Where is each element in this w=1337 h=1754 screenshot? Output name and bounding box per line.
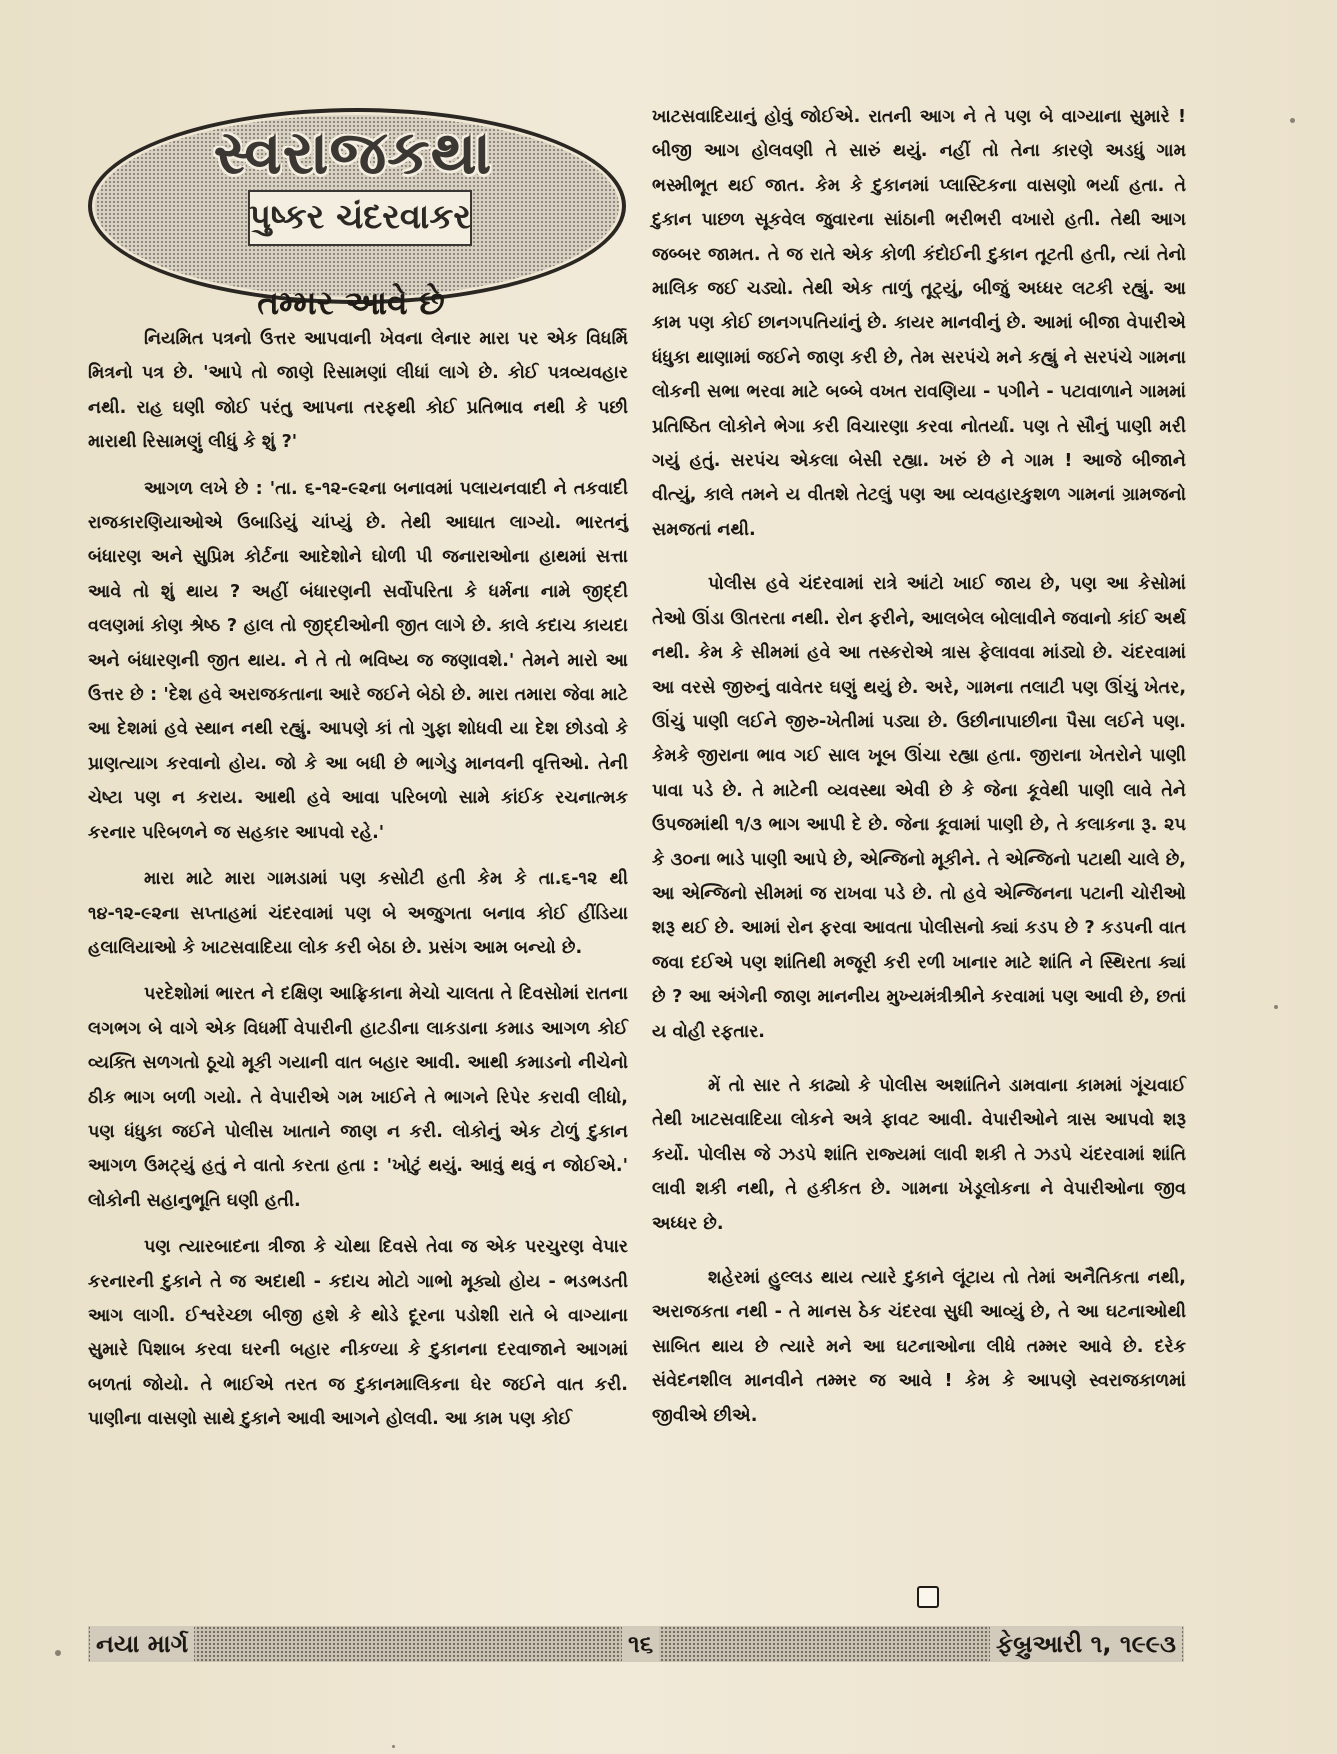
paragraph: પરદેશોમાં ભારત ને દક્ષિણ આફ્રિકાના મેચો ચાલતા તે દિવસોમાં રાતના લગભગ બે વાગે એક વિધર્મી વેપારીની હાટડીના લાકડાના કમાડ આગળ કોઈ વ્યક્તિ સળગતો ઠૂચો મૂકી ગયાની વાત બહાર આવી. આથી કમાડનો નીચેનો ઠીક ભાગ બળી ગયો. તે વેપારીએ ગમ ખાઈને તે ભાગને રિપેર કરાવી લીધો, પણ ધંધુકા જઈને પોલીસ ખાતાને જાણ ન કરી. લોકોનું એક ટોળું દુકાન આગળ ઉમટ્યું હતું ને વાતો કરતા હતા : 'ખોટું થયું. આવું થવું ન જોઈએ.' લોકોની સહાનુભૂતિ ઘણી હતી. bbox=[88, 984, 628, 1211]
author-name: પુષ્કર ચંદરવાકર bbox=[249, 197, 471, 237]
paragraph: શહેરમાં હુલ્લડ થાય ત્યારે દુકાને લૂંટાય તો તેમાં અનૈતિકતા નથી, અરાજકતા નથી - તે માનસ ઠેક ચંદરવા સુધી આવ્યું છે, તે આ ઘટનાઓથી સાબિત થાય છે ત્યારે મને આ ઘટનાઓના લીધે તમ્મર આવે છે. દરેક સંવેદનશીલ માનવીને તમ્મર જ આવે ! કેમ કે આપણે સ્વરાજકાળમાં જીવીએ છીએ. bbox=[652, 1268, 1186, 1426]
paragraph: આગળ લખે છે : 'તા. ૬-૧૨-૯૨ના બનાવમાં પલાયનવાદી ને તકવાદી રાજકારણિયાઓએ ઉબાડિયું ચાંપ્યું છે. તેથી આઘાત લાગ્યો. ભારતનું બંધારણ અને સુપ્રિમ કોર્ટના આદેશોને ઘોળી પી જનારાઓના હાથમાં સત્તા આવે તો શું થાય ? અહીં બંધારણની સર્વોપરિતા કે ધર્મના નામે જીદ્દી વલણમાં કોણ શ્રેષ્ઠ ? હાલ તો જીદ્દીઓની જીત લાગે છે. કાલે કદાચ કાયદા અને બંધારણની જીત થાય. ને તે તો ભવિષ્ય જ જણાવશે.' તેમને મારો આ ઉત્તર છે : 'દેશ હવે અરાજકતાના આરે જઈને બેઠો છે. મારા તમારા જેવા માટે આ દેશમાં હવે સ્થાન નથી રહ્યું. આપણે કાં તો ગુફા શોધવી યા દેશ છોડવો કે પ્રાણત્યાગ કરવાનો હોય. જો કે આ બધી છે ભાગેડુ માનવની વૃત્તિઓ. તેની ચેષ્ટા પણ ન કરાય. આથી હવે આવા પરિબળો સામે કાંઈક રચનાત્મક કરનાર પરિબળને જ સહકાર આપવો રહે.' bbox=[88, 478, 628, 843]
paper-speck bbox=[1274, 1005, 1278, 1009]
paper-speck bbox=[392, 1745, 395, 1748]
article-title: તમ્મર આવે છે bbox=[257, 283, 445, 322]
footer-date: ફેબ્રુઆરી ૧, ૧૯૯૩ bbox=[990, 1626, 1182, 1662]
footer-magazine-name: નયા માર્ગ bbox=[90, 1626, 194, 1662]
paper-speck bbox=[55, 1650, 61, 1656]
end-of-article-square-icon bbox=[917, 1586, 939, 1608]
paragraph: મેં તો સાર તે કાઢ્યો કે પોલીસ અશાંતિને ડામવાના કામમાં ગૂંચવાઈ તેથી ખાટસવાદિયા લોકને અત્રે ફાવટ આવી. વેપારીઓને ત્રાસ આપવો શરૂ કર્યો. પોલીસ જે ઝડપે શાંતિ રાજ્યમાં લાવી શકી તે ઝડપે ચંદરવામાં શાંતિ લાવી શકી નથી, તે હકીકત છે. ગામના ખેડૂલોકના ને વેપારીઓના જીવ અધ્ધર છે. bbox=[652, 1075, 1186, 1234]
paper-speck bbox=[1290, 118, 1295, 123]
article-column-right bbox=[652, 100, 1186, 1445]
paragraph: નિયમિત પત્રનો ઉત્તર આપવાની ખેવના લેનાર મારા પર એક વિધર્મિ મિત્રનો પત્ર છે. 'આપે તો જાણે રિસામણાં લીધાં લાગે છે. કોઈ પત્રવ્યવહાર નથી. રાહ ઘણી જોઈ પરંતુ આપના તરફથી કોઈ પ્રતિભાવ નથી કે પછી મારાથી રિસામણું લીધું કે શું ?' bbox=[88, 329, 628, 453]
paragraph: ખાટસવાદિયાનું હોવું જોઈએ. રાતની આગ ને તે પણ બે વાગ્યાના સુમારે ! બીજી આગ હોલવણી તે સારું થયું. નહીં તો તેના કારણે અડધું ગામ ભસ્મીભૂત થઈ જાત. કેમ કે દુકાનમાં પ્લાસ્ટિકના વાસણો ભર્યા હતા. તે દુકાન પાછળ સૂકવેલ જુવારના સાંઠાની ભરીભરી વખારો હતી. તેથી આગ જબ્બર જામત. તે જ રાતે એક કોળી કંદોઈની દુકાન તૂટતી હતી, ત્યાં તેનો માલિક જઈ ચડ્યો. તેથી એક તાળું તૂટ્યું, બીજું અધ્ધર લટકી રહ્યું. આ કામ પણ કોઈ છાનગપતિયાંનું છે. કાયર માનવીનું છે. આમાં બીજા વેપારીએ ધંધુકા થાણામાં જઈને જાણ કરી છે, તેમ સરપંચે મને કહ્યું ને સરપંચે ગામના લોકની સભા ભરવા માટે બબ્બે વખત રાવણિયા - પગીને - પટાવાળાને ગામમાં પ્રતિષ્ઠિત લોકોને ભેગા કરી વિચારણા કરવા નોતર્યા. પણ તે સૌનું પાણી મરી ગયું હતું. સરપંચ એકલા બેસી રહ્યા. ખરું છે ને ગામ ! આજે બીજાને વીત્યું, કાલે તમને ય વીતશે તેટલું પણ આ વ્યવહારકુશળ ગામનાં ગ્રામજનો સમજતાં નથી. bbox=[652, 107, 1186, 540]
article-column-left bbox=[88, 322, 628, 1449]
paragraph: પણ ત્યારબાદના ત્રીજા કે ચોથા દિવસે તેવા જ એક પરચુરણ વેપાર કરનારની દુકાને તે જ અદાથી - કદાચ મોટો ગાભો મૂક્યો હોય - ભડભડતી આગ લાગી. ઈશ્વરેચ્છા બીજી હશે કે થોડે દૂરના પડોશી રાતે બે વાગ્યાના સુમારે પિશાબ કરવા ઘરની બહાર નીકળ્યા કે દુકાનના દરવાજાને આગમાં બળતાં જોયો. તે ભાઈએ તરત જ દુકાનમાલિકના ઘેર જઈને વાત કરી. પાણીના વાસણો સાથે દુકાને આવી આગને હોલવી. આ કામ પણ કોઈ bbox=[88, 1237, 628, 1430]
paragraph: પોલીસ હવે ચંદરવામાં રાત્રે આંટો ખાઈ જાય છે, પણ આ કેસોમાં તેઓ ઊંડા ઊતરતા નથી. રોન ફરીને, આલબેલ બોલાવીને જવાનો કાંઈ અર્થ નથી. કેમ કે સીમમાં હવે આ તસ્કરોએ ત્રાસ ફેલાવવા માંડ્યો છે. ચંદરવામાં આ વરસે જીરુનું વાવેતર ઘણું થયું છે. અરે, ગામના તલાટી પણ ઊંચું ખેતર, ઊંચું પાણી લઈને જીરુ-ખેતીમાં પડ્યા છે. ઉછીનાપાછીના પૈસા લઈને પણ. કેમકે જીરાના ભાવ ગઈ સાલ ખૂબ ઊંચા રહ્યા હતા. જીરાના ખેતરોને પાણી પાવા પડે છે. તે માટેની વ્યવસ્થા એવી છે કે જેના કૂવેથી પાણી લાવે તેને ઉપજમાંથી ૧/૩ ભાગ આપી દે છે. જેના કૂવામાં પાણી છે, તે કલાકના રૂ. ૨૫ કે ૩૦ના ભાડે પાણી આપે છે, એન્જિનો મૂકીને. તે એન્જિનો પટાથી ચાલે છે, આ એન્જિનો સીમમાં જ રાખવા પડે છે. તો હવે એન્જિનના પટાની ચોરીઓ શરૂ થઈ છે. આમાં રોન ફરવા આવતા પોલીસનો ક્યાં કડપ છે ? કડપની વાત જવા દઈએ પણ શાંતિથી મજૂરી કરી રળી ખાનાર માટે શાંતિ ને સ્થિરતા ક્યાં છે ? આ અંગેની જાણ માનનીય મુખ્યમંત્રીશ્રીને કરવામાં પણ આવી છે, છતાં ય વોહી રફતાર. bbox=[652, 574, 1186, 1042]
series-title: સ્વરાજકથા bbox=[213, 118, 493, 188]
footer-page-number: ૧૬ bbox=[622, 1626, 659, 1662]
paragraph: મારા માટે મારા ગામડામાં પણ કસોટી હતી કેમ કે તા.૬-૧૨ થી ૧૪-૧૨-૯૨ના સપ્તાહમાં ચંદરવામાં પણ બે અજુગતા બનાવ કોઈ હીંડિયા હલાલિયાઓ કે ખાટસવાદિયા લોક કરી બેઠા છે. પ્રસંગ આમ બન્યો છે. bbox=[88, 869, 628, 958]
